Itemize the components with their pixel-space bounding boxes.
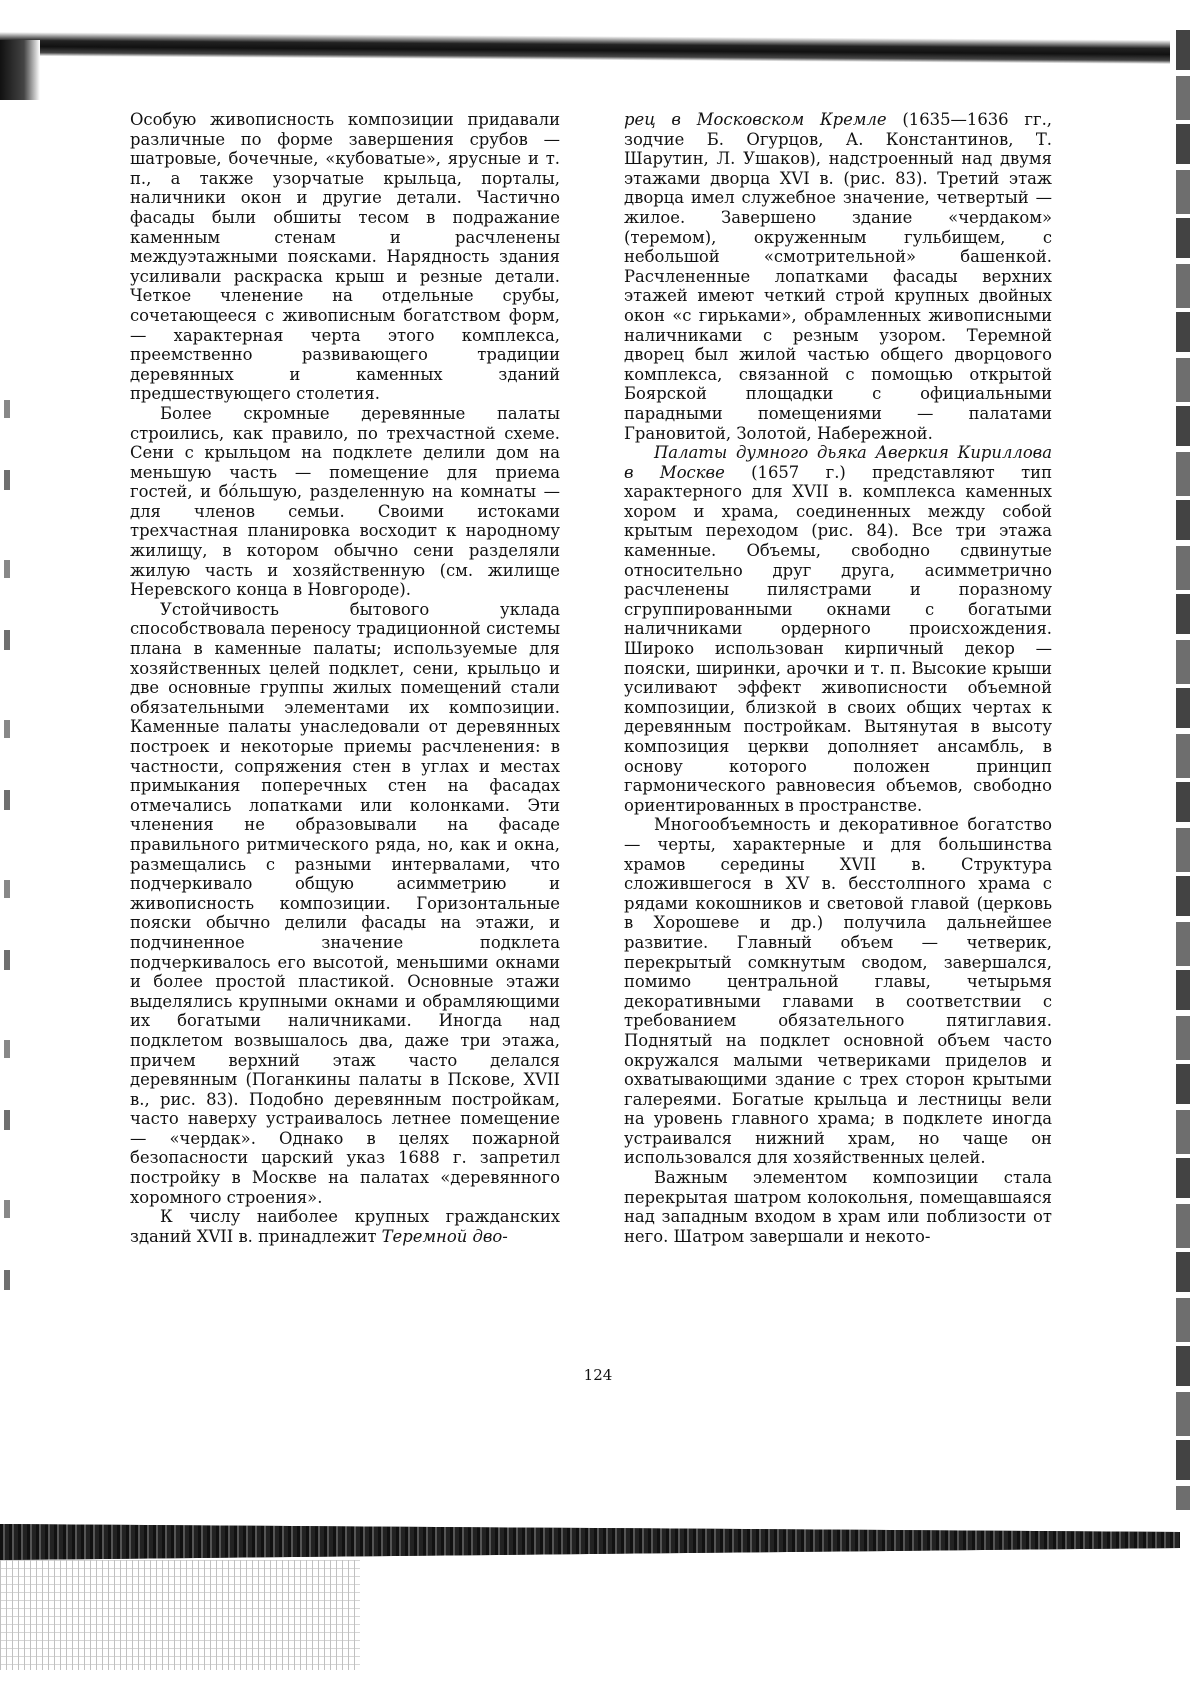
- scan-edge-right: [1176, 30, 1190, 1510]
- paragraph: Многообъемность и декоративное богатство — черты, характерные и для большинства храмов середины XVII в. Структура сложившегося в XV в. бесстолпного храма с рядами кокошников и световой главой (церковь в Хорошеве и др.) получила дальнейшее развитие. Главный объем — четверик, перекрытый сомкнутым сводом, завершался, помимо центральной главы, четырьмя декоративными главами в соответствии с требованием обязательного пятиглавия. Поднятый на подклет основной объем часто окружался малыми четвериками приделов и охватывающими здание с трех сторон крытыми галереями. Богатые крыльца и лестницы вели на уровень главного храма; в подклете иногда устраивался нижний храм, но чаще он использовался для хозяйственных целей.: [624, 815, 1052, 1168]
- left-column: [130, 110, 560, 1246]
- scan-noise: [0, 1560, 360, 1670]
- paragraph: [624, 110, 1052, 443]
- paragraph: Важным элементом композиции стала перекрытая шатром колокольня, помещавшаяся над западным входом в храм или поблизости от него. Шатром завершали и некото-: [624, 1168, 1052, 1246]
- paragraph: Более скромные деревянные палаты строились, как правило, по трехчастной схеме. Сени с крыльцом на подклете делили дом на меньшую часть — помещение для приема гостей, и бо́льшую, разделенную на комнаты — для членов семьи. Своими истоками трехчастная планировка восходит к народному жилищу, в котором обычно сени разделяли жилую часть и хозяйственную (см. жилище Неревского конца в Новгороде).: [130, 403, 560, 600]
- scan-corner-top-left: [0, 40, 40, 100]
- paragraph: Особую живописность композиции придавали различные по форме завершения срубов — шатровые, бочечные, «кубоватые», ярусные и т. п., а также узорчатые крыльца, порталы, наличники окон и другие детали. Частично фасады были обшиты тесом в подражание каменным стенам и расчленены междуэтажными поясками. Нарядность здания усиливали раскраска крыш и резные детали. Четкое членение на отдельные срубы, сочетающееся с живописным богатством форм, — характерная черта этого комплекса, преемственно развивающего традиции деревянных и каменных зданий предшествующего столетия.: [130, 110, 560, 404]
- italic-title: Теремной дво-: [381, 1226, 508, 1246]
- page-number: 124: [583, 1366, 613, 1384]
- paragraph: [130, 1207, 560, 1246]
- scan-edge-top: [0, 32, 1170, 64]
- paragraph: [624, 443, 1052, 815]
- paragraph-text: К числу наиболее крупных гражданских зданий XVII в. принадлежит: [130, 1207, 560, 1246]
- italic-title: рец в Московском Кремле: [624, 110, 887, 129]
- paragraph: Устойчивость бытового уклада способствовала переносу традиционной системы плана в каменные палаты; используемые для хозяйственных целей подклет, сени, крыльцо и две основные группы жилых помещений стали обязательными элементами их композиции. Каменные палаты унаследовали от деревянных построек и некоторые приемы расчленения: в частности, сопряжения стен в углах и местах примыкания поперечных стен на фасадах отмечались лопатками или колонками. Эти членения не образовывали на фасаде правильного ритмического ряда, но, как и окна, размещались с разными интервалами, что подчеркивало общую асимметрию и живописность композиции. Горизонтальные пояски обычно делили фасады на этажи, и подчиненное значение подклета подчеркивалось его высотой, меньшими окнами и более простой пластикой. Основные этажи выделялись крупными окнами и обрамляющими их богатыми наличниками. Иногда над подклетом возвышалось два, даже три этажа, причем верхний этаж часто делался деревянным (Поганкины палаты в Пскове, XVII в., рис. 83). Подобно деревянным постройкам, часто наверху устраивалось летнее помещение — «чердак». Однако в целях пожарной безопасности царский указ 1688 г. запретил постройку в Москве на палатах «деревянного хоромного строения».: [130, 599, 560, 1207]
- italic-title: Палаты думного дьяка Аверкия Кириллова в Москве: [624, 443, 1052, 482]
- scan-edge-left: [4, 400, 10, 1300]
- right-column: [624, 110, 1052, 1246]
- scan-edge-bottom: [0, 1520, 1180, 1560]
- paragraph-text: (1657 г.) представляют тип характерного для XVII в. комплекса каменных хором и храма, соединенных между собой крытым переходом (рис. 84). Все три этажа каменные. Объемы, свободно сдвинутые относительно друг друга, асимметрично расчленены пилястрами и поразному сгруппированными окнами с богатыми наличниками ордерного происхождения. Широко использован кирпичный декор — пояски, ширинки, арочки и т. п. Высокие крыши усиливают эффект живописности объемной композиции, близкой в своих общих чертах к деревянным постройкам. Вытянутая в высоту композиция церкви дополняет ансамбль, в основу которого положен принцип гармонического равновесия объемов, свободно ориентированных в пространстве.: [624, 462, 1052, 815]
- paragraph-text: (1635—1636 гг., зодчие Б. Огурцов, А. Константинов, Т. Шарутин, Л. Ушаков), надстроенный над двумя этажами дворца XVI в. (рис. 83). Третий этаж дворца имел служебное значение, четвертый — жилое. Завершено здание «чердаком» (теремом), окруженным гульбищем, с небольшой «смотрительной» башенкой. Расчлененные лопатками фасады верхних этажей имеют четкий строй крупных двойных окон «с гирьками», обрамленных живописными наличниками с резным узором. Теремной дворец был жилой частью общего дворцового комплекса, связанной с помощью открытой Боярской площадки с официальными парадными помещениями — палатами Грановитой, Золотой, Набережной.: [624, 110, 1052, 443]
- book-page: [130, 110, 1090, 1370]
